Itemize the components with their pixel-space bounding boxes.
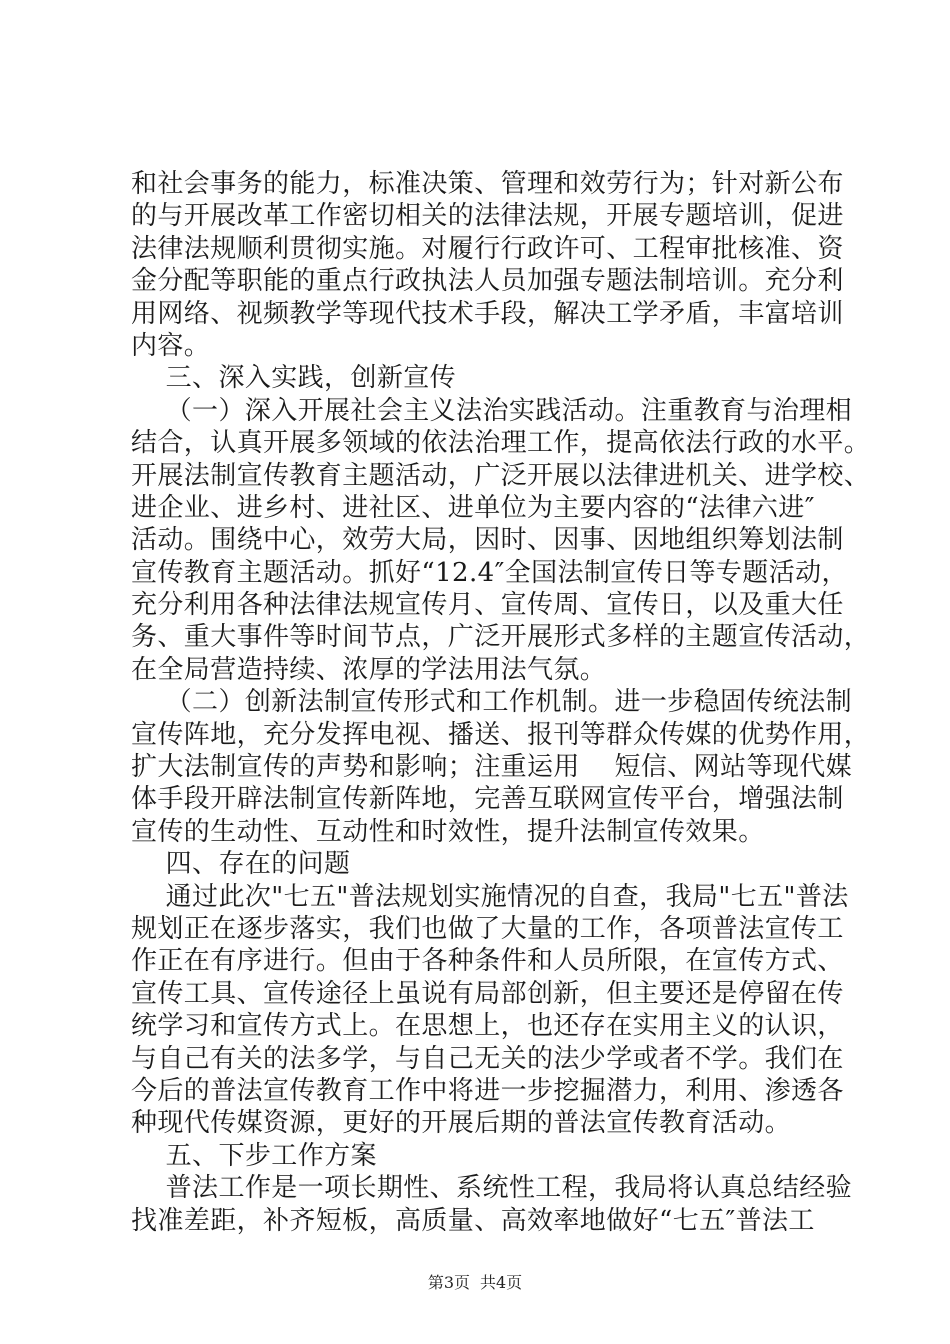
text-line: 和社会事务的能力，标准决策、管理和效劳行为；针对新公布 [131,169,844,199]
document-body [131,168,871,1237]
text-line: 充分利用各种法律法规宣传月、宣传周、宣传日，以及重大任 [131,590,844,621]
text-line: 的与开展改革工作密切相关的法律法规，开展专题培训，促进 [131,201,844,232]
text-line: 体手段开辟法制宣传新阵地，完善互联网宣传平台，增强法制 [131,784,844,815]
text-line: 进企业、进乡村、进社区、进单位为主要内容的“法律六进″ [131,492,815,523]
text-line: 作正在有序进行。但由于各种条件和人员所限，在宣传方式、 [131,946,844,977]
text-line: 内容。 [131,330,211,361]
text-line: 通过此次"七五"普法规划实施情况的自查，我局"七五"普法 [131,881,849,912]
text-line: 扩大法制宣传的声势和影响；注重运用 短信、网站等现代媒 [131,752,853,783]
text-line: 规划正在逐步落实，我们也做了大量的工作，各项普法宣传工 [131,913,844,944]
page-footer [0,1270,950,1293]
text-line: （一）深入开展社会主义法治实践活动。注重教育与治理相 [131,395,853,426]
page-number: 第3页 [427,1273,470,1292]
text-line: 法律法规顺利贯彻实施。对履行行政许可、工程审批核准、资 [131,233,844,264]
text-line: 今后的普法宣传教育工作中将进一步挖掘潜力，利用、渗透各 [131,1075,844,1106]
text-line: 宣传阵地，充分发挥电视、播送、报刊等群众传媒的优势作用， [131,719,871,750]
text-line: 务、重大事件等时间节点，广泛开展形式多样的主题宣传活动， [131,622,871,653]
text-line: 宣传教育主题活动。抓好“12.4″全国法制宣传日等专题活动， [131,557,848,588]
text-line: 宣传工具、宣传途径上虽说有局部创新，但主要还是停留在传 [131,978,844,1009]
text-line: （二）创新法制宣传形式和工作机制。进一步稳固传统法制 [131,687,853,718]
section-heading: 五、下步工作方案 [131,1140,377,1171]
page-total: 共4页 [480,1273,523,1292]
text-line: 统学习和宣传方式上。在思想上，也还存在实用主义的认识， [131,1011,844,1042]
text-line: 金分配等职能的重点行政执法人员加强专题法制培训。充分利 [131,266,844,297]
text-line: 开展法制宣传教育主题活动，广泛开展以法律进机关、进学校、 [131,460,871,491]
text-line: 宣传的生动性、互动性和时效性，提升法制宣传效果。 [131,816,765,847]
text-line: 找准差距，补齐短板，高质量、高效率地做好“七五″普法工 [131,1205,815,1236]
text-line: 与自己有关的法多学，与自己无关的法少学或者不学。我们在 [131,1043,844,1074]
text-line: 用网络、视频教学等现代技术手段，解决工学矛盾，丰富培训 [131,298,844,329]
text-line: 在全局营造持续、浓厚的学法用法气氛。 [131,654,607,685]
text-line: 普法工作是一项长期性、系统性工程，我局将认真总结经验 [131,1173,853,1204]
text-line: 种现代传媒资源，更好的开展后期的普法宣传教育活动。 [131,1108,792,1139]
section-heading: 四、存在的问题 [131,849,351,880]
text-line: 活动。围绕中心，效劳大局，因时、因事、因地组织筹划法制 [131,525,844,556]
text-line: 结合，认真开展多领域的依法治理工作，提高依法行政的水平。 [131,428,871,459]
section-heading: 三、深入实践，创新宣传 [131,363,457,394]
